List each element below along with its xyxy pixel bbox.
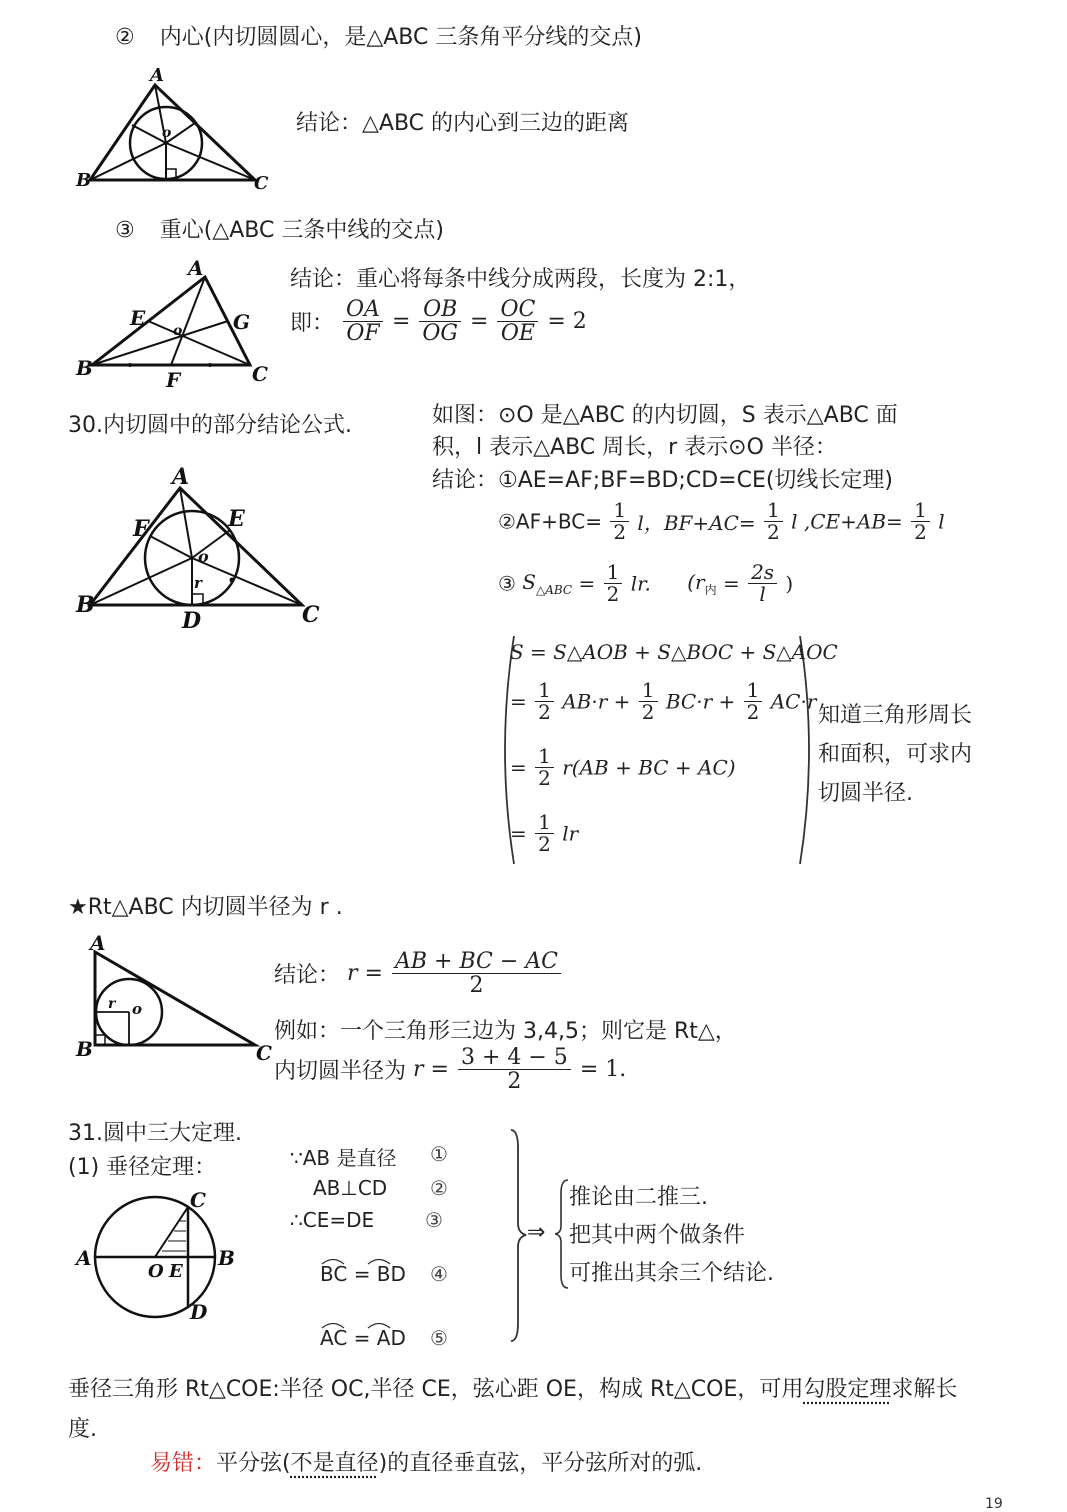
derivation-line-1: S = S△AOB + S△BOC + S△AOC (510, 640, 838, 664)
derivation-line-3: = $\frac{1}{2}$ r(AB + BC + AC) (510, 744, 736, 790)
condition-row: AC = AD (320, 1326, 406, 1350)
note-line-2: 和面积，可求内 (818, 742, 973, 767)
emphasis-pythagorean: 勾股定理 (803, 1377, 892, 1402)
label-O: o (173, 323, 183, 339)
label-E: E (130, 306, 146, 330)
incircle-figure (70, 460, 360, 635)
note-line-3: 切圆半径. (818, 781, 913, 806)
arc-marks (320, 1255, 400, 1265)
label-A: A (90, 931, 106, 955)
label-G: G (233, 310, 251, 334)
right-paren (796, 632, 820, 868)
section30-conclusion-3: ③ $S_{\triangle ABC}$ = $\frac{1}{2}$ lr. ($r_内$ = $\frac{2s}{l}$ ) (498, 560, 794, 606)
label-O: o (162, 125, 172, 141)
incenter-figure (70, 65, 280, 195)
label-B: B (76, 592, 95, 618)
section30-conclusion-1: 结论：①AE=AF;BF=BD;CD=CE(切线长定理) (432, 468, 894, 493)
page-number: 19 (985, 1496, 1003, 1512)
label-C: C (256, 1041, 272, 1065)
incenter-heading (115, 20, 642, 51)
emphasis-not-diameter: 不是直径 (290, 1451, 379, 1476)
label-O: o (198, 547, 209, 566)
label-A: A (150, 65, 164, 86)
inference-1: 推论由二推三. (569, 1185, 708, 1210)
label-F: F (166, 368, 181, 392)
label-B: B (76, 170, 92, 191)
ratio-eq: = (391, 309, 411, 335)
condition-number: ② (430, 1176, 448, 1200)
section30-conclusion-2: ②AF+BC= $\frac{1}{2}$ l，BF+AC= $\frac{1}{2}$ l ,CE+AB= $\frac{1}{2}$ l (498, 498, 945, 544)
perpendicular-diameter-figure (70, 1185, 250, 1325)
label-A: A (76, 1246, 92, 1270)
derivation-line-4: = $\frac{1}{2}$ lr (510, 810, 579, 856)
footer-text: 垂径三角形 Rt△COE:半径 OC,半径 CE，弦心距 OE，构成 Rt△COE，可用勾股定理求解长 (68, 1377, 958, 1402)
condition-number: ③ (425, 1208, 443, 1232)
label-C: C (252, 362, 268, 386)
circled-number: ② (115, 25, 135, 50)
label-E: E (169, 1261, 183, 1282)
centroid-heading (115, 213, 444, 244)
label-r: r (108, 996, 116, 1012)
label-B: B (76, 1037, 93, 1061)
label-A: A (172, 464, 190, 490)
label-F: F (133, 516, 149, 542)
centroid-title: 重心(△ABC 三条中线的交点) (159, 218, 444, 243)
circled-number: ③ (115, 218, 135, 243)
incenter-conclusion: 结论：△ABC 的内心到三边的距离 (296, 111, 630, 136)
centroid-ratio (290, 298, 587, 345)
label-C: C (254, 173, 269, 194)
label-E: E (228, 506, 245, 532)
inference-3: 可推出其余三个结论. (569, 1261, 774, 1286)
section30-title: 30.内切圆中的部分结论公式. (68, 413, 352, 438)
label-D: D (182, 608, 202, 634)
label-A: A (188, 256, 204, 280)
ratio-og: OG (422, 321, 459, 347)
ratio-ob: OB (419, 298, 461, 322)
centroid-figure (70, 255, 285, 395)
ratio-eq: = (470, 309, 489, 335)
condition-number: ① (430, 1142, 448, 1166)
label-r: r (194, 574, 202, 592)
label-C: C (190, 1188, 206, 1212)
ratio-oc: OC (497, 298, 538, 322)
ie-label: 即： (290, 311, 335, 337)
label-O: O (148, 1261, 164, 1282)
ratio-value: = 2 (547, 309, 587, 335)
condition-row: ∵AB 是直径 (290, 1146, 397, 1170)
ratio-oe: OE (500, 321, 535, 347)
condition-row: AB⊥CD (313, 1176, 388, 1200)
section31-title: 31.圆中三大定理. (68, 1121, 242, 1146)
label-C: C (302, 602, 320, 628)
rt-example-2: 内切圆半径为 r = $\frac{3 + 4 - 5}{2}$ = 1. (274, 1045, 627, 1095)
condition-row: BC = BD (320, 1262, 406, 1286)
ratio-of: OF (346, 321, 380, 347)
label-O: o (132, 1000, 143, 1018)
condition-number: ④ (430, 1262, 448, 1286)
arc-marks (320, 1319, 400, 1329)
section30-intro-1: 如图：⊙O 是△ABC 的内切圆，S 表示△ABC 面 (432, 403, 898, 428)
ratio-oa: OA (343, 298, 383, 322)
mistake-label: 易错： (150, 1451, 217, 1476)
condition-number: ⑤ (430, 1326, 448, 1350)
footer-text-continued: 度. (68, 1417, 97, 1442)
label-B: B (76, 356, 93, 380)
implies-arrow: ⇒ (527, 1220, 546, 1245)
mistake-note: 易错：平分弦(不是直径)的直径垂直弦，平分弦所对的弧. (150, 1451, 703, 1476)
section31-sub1: (1) 垂径定理： (68, 1155, 217, 1180)
centroid-conclusion: 结论：重心将每条中线分成两段，长度为 2:1， (290, 267, 751, 292)
note-line-1: 知道三角形周长 (818, 703, 973, 728)
label-B: B (218, 1246, 235, 1270)
rt-formula: 结论： r = $\frac{AB + BC - AC}{2}$ (274, 950, 563, 997)
rt-incircle-figure (70, 930, 280, 1065)
section30-intro-2: 积，l 表示△ABC 周长，r 表示⊙O 半径： (432, 435, 837, 460)
inference-2: 把其中两个做条件 (569, 1223, 746, 1248)
condition-row: ∴CE=DE (290, 1208, 375, 1232)
rt-example-1: 例如：一个三角形三边为 3,4,5；则它是 Rt△， (274, 1019, 737, 1044)
label-D: D (190, 1300, 208, 1324)
incenter-title: 内心(内切圆圆心，是△ABC 三条角平分线的交点) (159, 25, 642, 50)
rt-title: ★Rt△ABC 内切圆半径为 r . (68, 895, 343, 920)
derivation-line-2: = $\frac{1}{2}$ AB·r + $\frac{1}{2}$ BC·r + $\frac{1}{2}$ AC·r (510, 678, 817, 724)
